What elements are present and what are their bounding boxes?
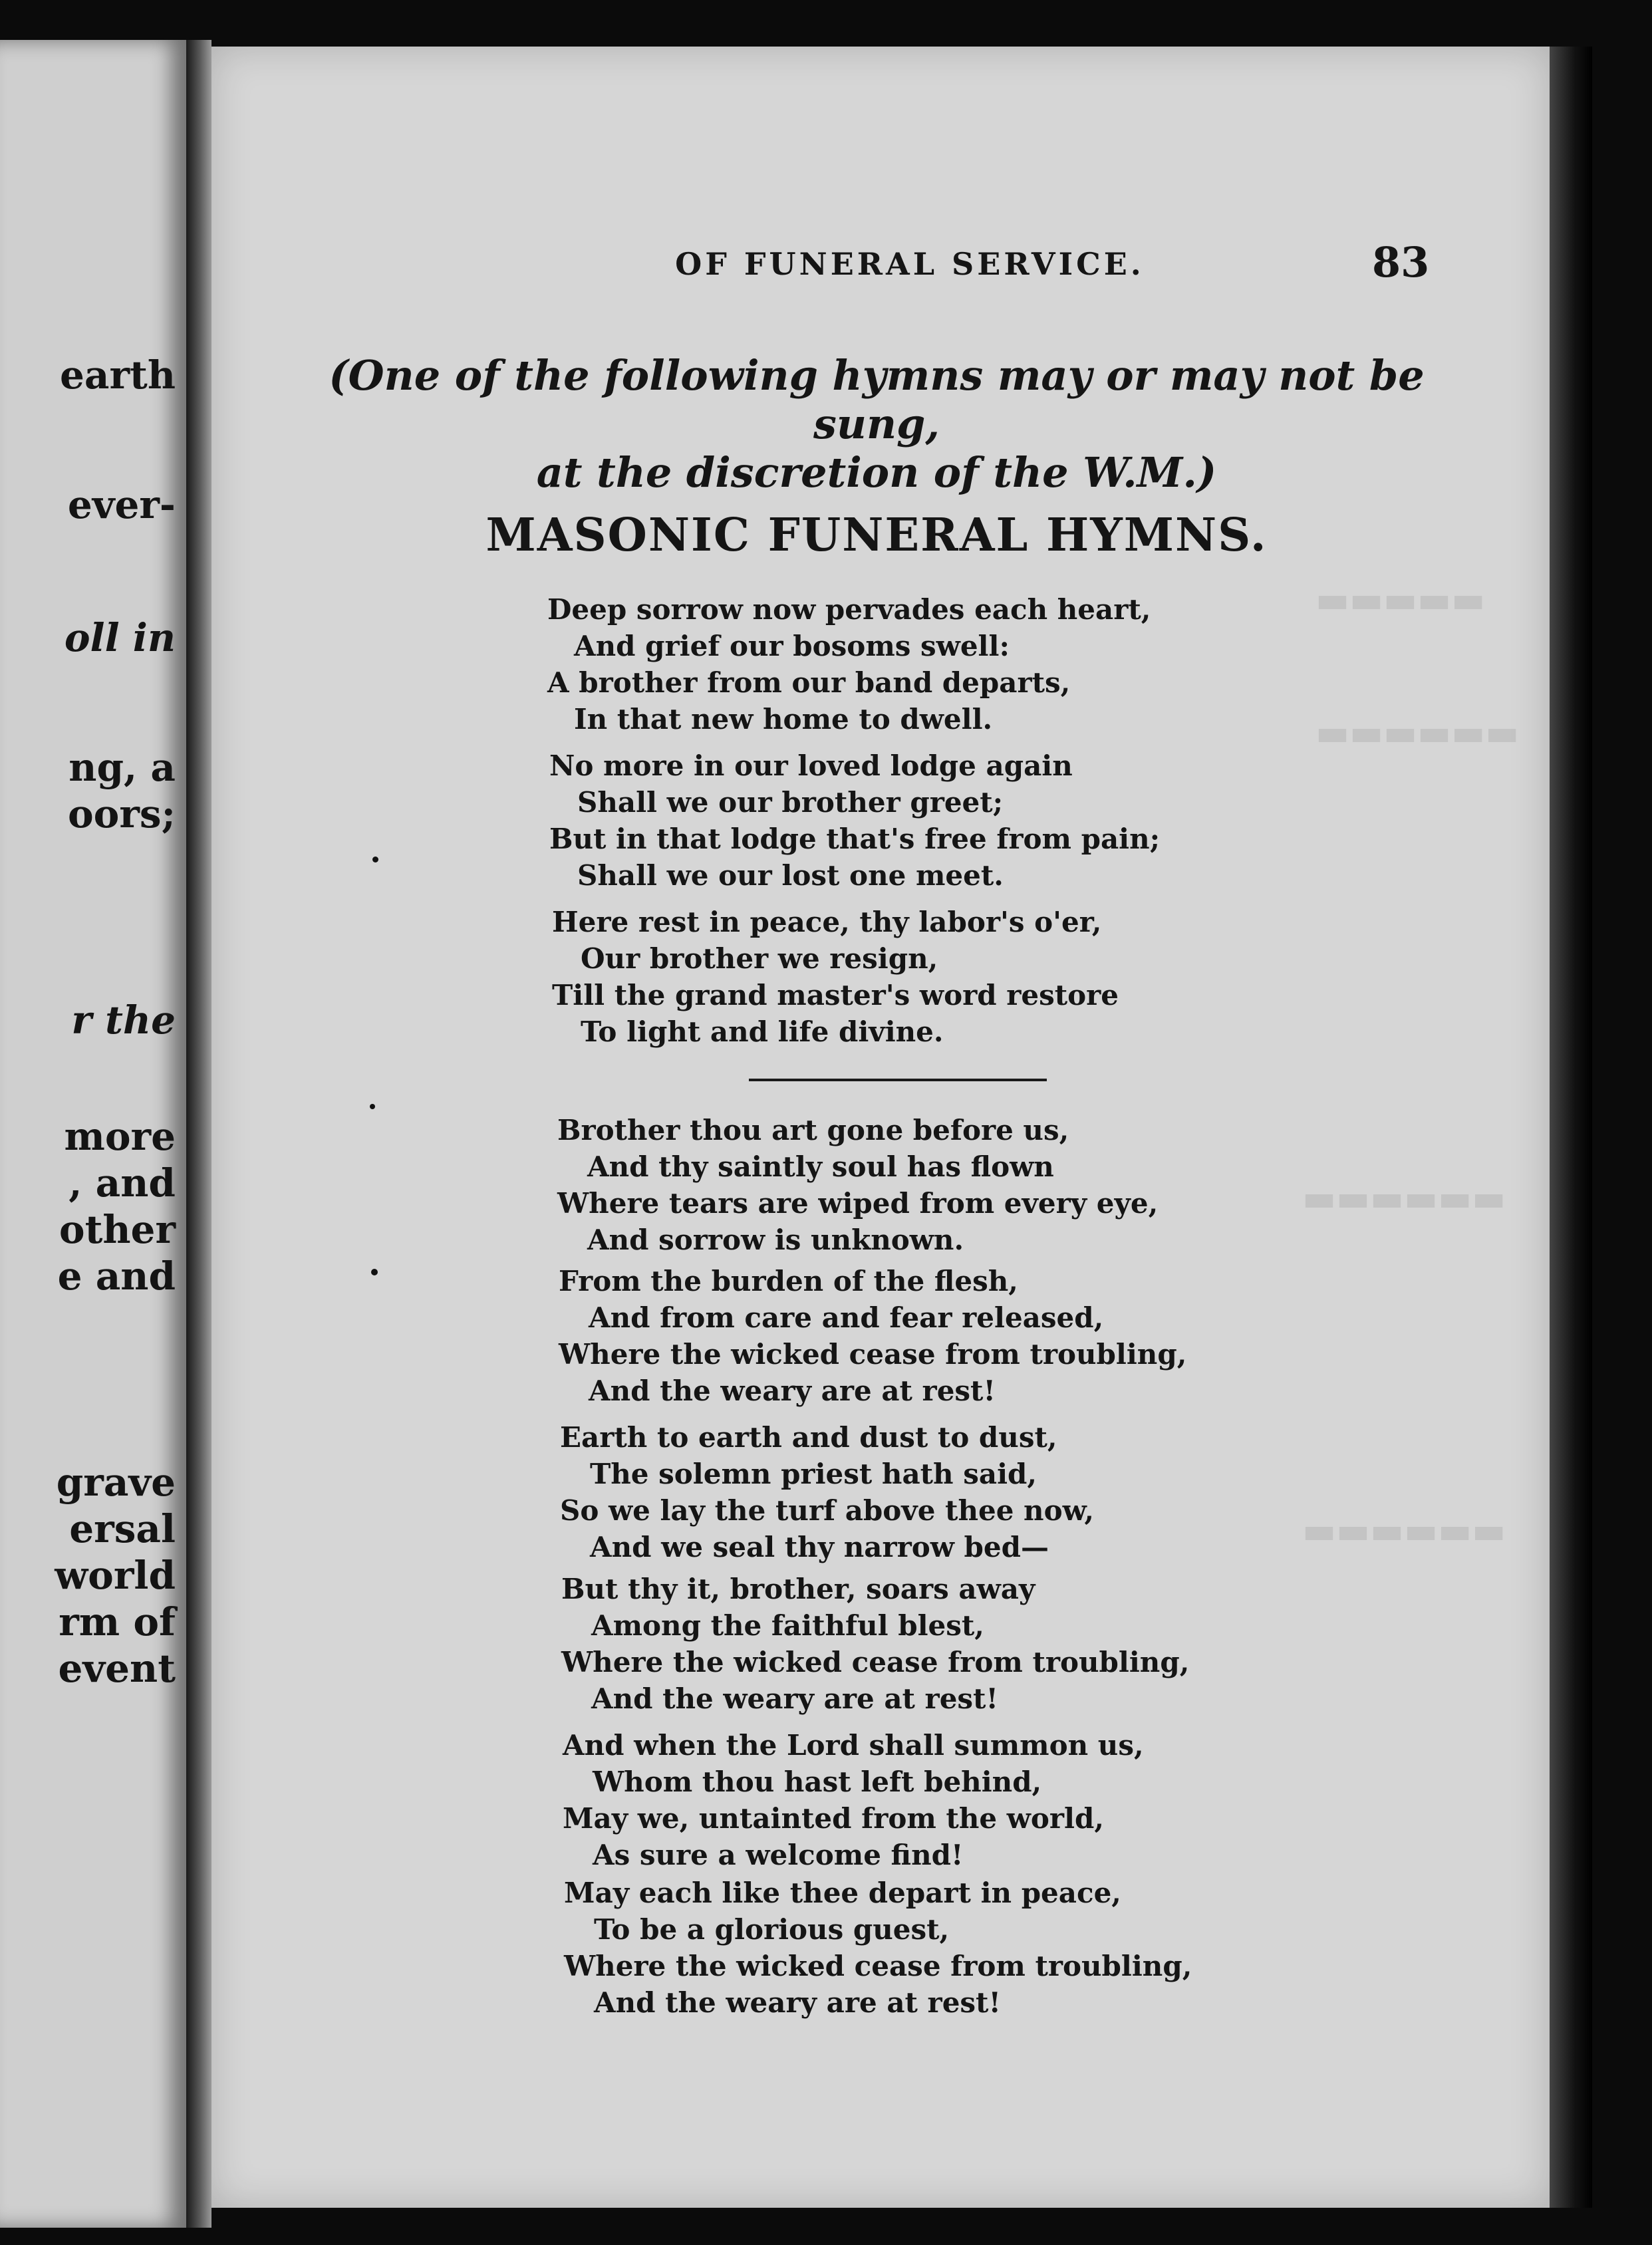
left-page-fragment: ever- [67,482,176,527]
ink-speck [370,1104,375,1109]
verse-line: Where the wicked cease from troubling, [564,1950,1192,1982]
ink-speck [371,1269,378,1275]
show-through-texture: ▬▬▬▬▬▬ [1302,1177,1506,1219]
verse-line: Till the grand master's word restore [552,979,1119,1011]
verse-line: So we lay the turf above thee now, [560,1494,1094,1527]
left-page-fragment: other [59,1207,176,1252]
verse-line: Where tears are wiped from every eye, [557,1187,1159,1220]
verse-line: And when the Lord shall summon us, [563,1729,1144,1762]
left-page-fragment: ersal [69,1506,176,1551]
section-divider [749,1079,1047,1081]
verse-line: No more in our loved lodge again [549,749,1073,782]
verse-line: Shall we our lost one meet. [577,859,1004,892]
left-page-fragment: event [58,1646,176,1691]
verse-line: And we seal thy narrow bed— [590,1531,1049,1563]
verse-line: Our brother we resign, [581,942,938,975]
left-page-fragment: oors; [68,791,176,837]
verse-line: And the weary are at rest! [589,1375,996,1407]
verse-line: Brother thou art gone before us, [557,1114,1069,1146]
page-number: 83 [1372,238,1430,287]
right-page [211,47,1550,2208]
verse-line: A brother from our band departs, [547,666,1071,699]
verse-line: And sorrow is unknown. [587,1224,964,1256]
verse-line: May we, untainted from the world, [563,1802,1104,1835]
verse-line: Shall we our brother greet; [577,786,1004,819]
verse-line: In that new home to dwell. [574,703,993,735]
section-title: MASONIC FUNERAL HYMNS. [485,509,1268,562]
left-page-fragment: rm of [59,1599,176,1645]
show-through-texture: ▬▬▬▬▬▬ [1315,712,1520,753]
verse-line: The solemn priest hath said, [590,1458,1037,1490]
verse-line: Where the wicked cease from troubling, [561,1646,1190,1678]
verse-line: And thy saintly soul has flown [587,1150,1054,1183]
left-page-fragment: ng, a [69,745,176,790]
verse-line: And from care and fear released, [589,1301,1104,1334]
verse-line: Deep sorrow now pervades each heart, [547,593,1151,626]
left-page-fragment: earth [60,352,176,398]
show-through-texture: ▬▬▬▬▬▬ [1302,1510,1506,1551]
left-page-fragment: oll in [64,615,176,660]
verse-line: From the burden of the flesh, [559,1265,1018,1297]
running-head: OF FUNERAL SERVICE. [675,246,1145,282]
verse-line: Whom thou hast left behind, [593,1766,1042,1798]
verse-line: As sure a welcome find! [593,1839,964,1871]
left-page [0,40,186,2228]
page-edge-shadow [1550,47,1592,2208]
verse-line: And the weary are at rest! [591,1682,998,1715]
rubric-note-line: at the discretion of the W.M.) [536,448,1217,497]
verse-line: But thy it, brother, soars away [561,1573,1035,1605]
rubric-note-line: (One of the following hymns may or may not be sung, [329,351,1425,449]
left-page-fragment: r the [71,997,176,1043]
verse-line: Here rest in peace, thy labor's o'er, [552,906,1102,938]
verse-line: May each like thee depart in peace, [564,1877,1121,1909]
left-page-fragment: e and [57,1254,176,1299]
verse-line: But in that lodge that's free from pain; [549,823,1161,855]
left-page-fragment: , and [69,1160,176,1206]
verse-line: And grief our bosoms swell: [574,630,1010,662]
verse-line: To be a glorious guest, [594,1913,950,1946]
ink-speck [372,857,378,862]
verse-line: Among the faithful blest, [591,1609,984,1642]
rubric-note [291,351,1462,497]
verse-line: To light and life divine. [581,1015,944,1048]
left-page-fragment: world [55,1553,176,1598]
verse-line: And the weary are at rest! [594,1986,1001,2019]
show-through-texture: ▬▬▬▬▬ [1315,579,1486,620]
verse-line: Earth to earth and dust to dust, [560,1421,1057,1454]
left-page-fragment: grave [56,1460,176,1505]
left-page-fragment: more [64,1114,176,1159]
verse-line: Where the wicked cease from troubling, [559,1338,1187,1371]
book-gutter [186,40,211,2228]
